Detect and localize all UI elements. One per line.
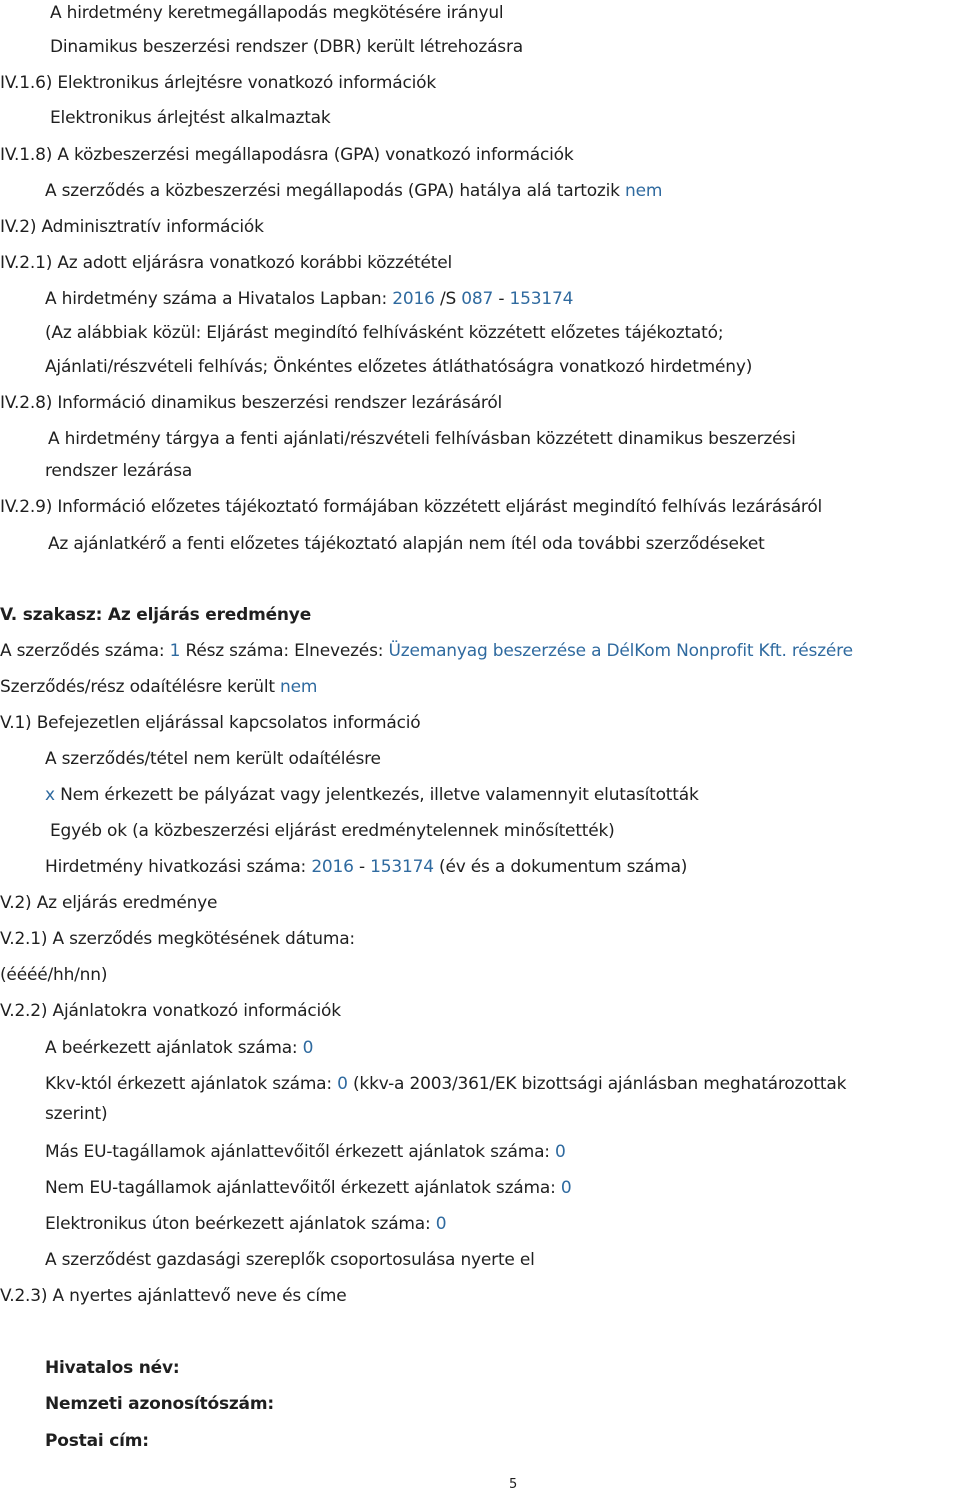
national-id-label: Nemzeti azonosítószám: (45, 1394, 274, 1414)
section-v-1-heading: V.1) Befejezetlen eljárással kapcsolatos információ (0, 713, 421, 733)
eu-tenders-label: Más EU-tagállamok ajánlattevőitől érkezett ajánlatok száma: (45, 1142, 550, 1162)
page-number: 5 (509, 1477, 518, 1492)
contract-number-line (0, 641, 853, 661)
eu-tenders-value: 0 (555, 1142, 566, 1162)
awarded-line (0, 677, 317, 697)
section-iv-2-9-heading: IV.2.9) Információ előzetes tájékoztató formájában közzétett eljárást megindító felhívás lezárásáról (0, 497, 823, 517)
pin-closure-text: Az ajánlatkérő a fenti előzetes tájékoztató alapján nem ítél oda további szerződéseket (48, 534, 765, 554)
sme-tenders-note-cont: szerint) (45, 1104, 108, 1124)
no-tenders-line (45, 785, 699, 805)
notice-document-number: 153174 (509, 289, 574, 309)
contract-title-value: Üzemanyag beszerzése a DélKom Nonprofit Kft. részére (388, 641, 853, 661)
reference-hint: (év és a dokumentum száma) (439, 857, 688, 877)
tenders-received-label: A beérkezett ajánlatok száma: (45, 1038, 298, 1058)
no-tenders-text: Nem érkezett be pályázat vagy jelentkezés, illetve valamennyit elutasították (60, 785, 699, 805)
lot-label: Rész száma: Elnevezés: (185, 641, 384, 661)
notice-dash: - (493, 289, 510, 309)
notice-number-label: A hirdetmény száma a Hivatalos Lapban: (45, 289, 388, 309)
non-eu-tenders-line (45, 1178, 571, 1198)
notice-issue-number: 087 (461, 289, 494, 309)
dynamic-purchasing-note: A hirdetmény keretmegállapodás megkötésére irányul (50, 3, 504, 23)
non-eu-tenders-value: 0 (560, 1178, 572, 1198)
section-v-2-heading: V.2) Az eljárás eredménye (0, 893, 218, 913)
section-v-2-3-heading: V.2.3) A nyertes ajánlattevő neve és címe (0, 1286, 347, 1306)
reference-document-number: 153174 (370, 857, 434, 877)
contract-number-label: A szerződés száma: (0, 641, 165, 661)
other-reason-text: Egyéb ok (a közbeszerzési eljárást eredménytelennek minősítették) (50, 821, 615, 841)
gpa-label: A szerződés a közbeszerzési megállapodás (GPA) hatálya alá tartozik (45, 181, 620, 201)
awarded-label: Szerződés/rész odaítélésre került (0, 677, 275, 697)
auction-note: Elektronikus árlejtést alkalmaztak (50, 108, 331, 128)
sme-tenders-value: 0 (337, 1074, 348, 1094)
notice-types-line-1: (Az alábbiak közül: Eljárást megindító felhívásként közzétett előzetes tájékoztató; (45, 323, 724, 343)
sme-tenders-line (45, 1074, 846, 1094)
tenders-received-line (45, 1038, 313, 1058)
notice-types-line-2: Ajánlati/részvételi felhívás; Önkéntes előzetes átláthatóságra vonatkozó hirdetmény) (45, 357, 753, 377)
section-iv-2-1-heading: IV.2.1) Az adott eljárásra vonatkozó korábbi közzététel (0, 253, 452, 273)
official-name-label: Hivatalos név: (45, 1358, 180, 1378)
electronic-tenders-line (45, 1214, 446, 1234)
electronic-tenders-value: 0 (435, 1214, 447, 1234)
reference-year: 2016 (311, 857, 354, 877)
group-award-text: A szerződést gazdasági szereplők csoportosulása nyerte el (45, 1250, 535, 1270)
notice-s-label: /S (439, 289, 457, 309)
sme-tenders-note: (kkv-a 2003/361/EK bizottsági ajánlásban meghatározottak (353, 1074, 847, 1094)
gpa-value: nem (625, 181, 663, 201)
dbr-closure-text-1: A hirdetmény tárgya a fenti ajánlati/részvételi felhívásban közzétett dinamikus beszerzési (48, 429, 796, 449)
section-v-2-1-heading: V.2.1) A szerződés megkötésének dátuma: (0, 929, 355, 949)
awarded-value: nem (280, 677, 318, 697)
notice-number-line (45, 289, 573, 309)
date-format-hint: (éééé/hh/nn) (0, 965, 108, 985)
reference-number-label: Hirdetmény hivatkozási száma: (45, 857, 307, 877)
section-iv-2-8-heading: IV.2.8) Információ dinamikus beszerzési rendszer lezárásáról (0, 393, 503, 413)
section-v-2-2-heading: V.2.2) Ajánlatokra vonatkozó információk (0, 1001, 341, 1021)
contract-number-value: 1 (169, 641, 181, 661)
section-iv-1-8-heading: IV.1.8) A közbeszerzési megállapodásra (GPA) vonatkozó információk (0, 145, 574, 165)
section-v-title: V. szakasz: Az eljárás eredménye (0, 605, 312, 625)
reference-dash: - (353, 857, 371, 877)
notice-year: 2016 (392, 289, 435, 309)
reference-number-line (45, 857, 687, 877)
electronic-tenders-label: Elektronikus úton beérkezett ajánlatok száma: (45, 1214, 431, 1234)
dbr-note: Dinamikus beszerzési rendszer (DBR) került létrehozásra (50, 37, 523, 57)
section-iv-2-heading: IV.2) Adminisztratív információk (0, 217, 264, 237)
sme-tenders-label: Kkv-któl érkezett ajánlatok száma: (45, 1074, 332, 1094)
gpa-line (45, 181, 662, 201)
non-eu-tenders-label: Nem EU-tagállamok ajánlattevőitől érkezett ajánlatok száma: (45, 1178, 556, 1198)
section-iv-1-6-heading: IV.1.6) Elektronikus árlejtésre vonatkozó információk (0, 73, 436, 93)
not-awarded-text: A szerződés/tétel nem került odaítélésre (45, 749, 381, 769)
tenders-received-value: 0 (302, 1038, 314, 1058)
checked-mark: x (45, 785, 55, 805)
dbr-closure-text-2: rendszer lezárása (45, 461, 193, 481)
postal-address-label: Postai cím: (45, 1431, 149, 1451)
eu-tenders-line (45, 1142, 566, 1162)
